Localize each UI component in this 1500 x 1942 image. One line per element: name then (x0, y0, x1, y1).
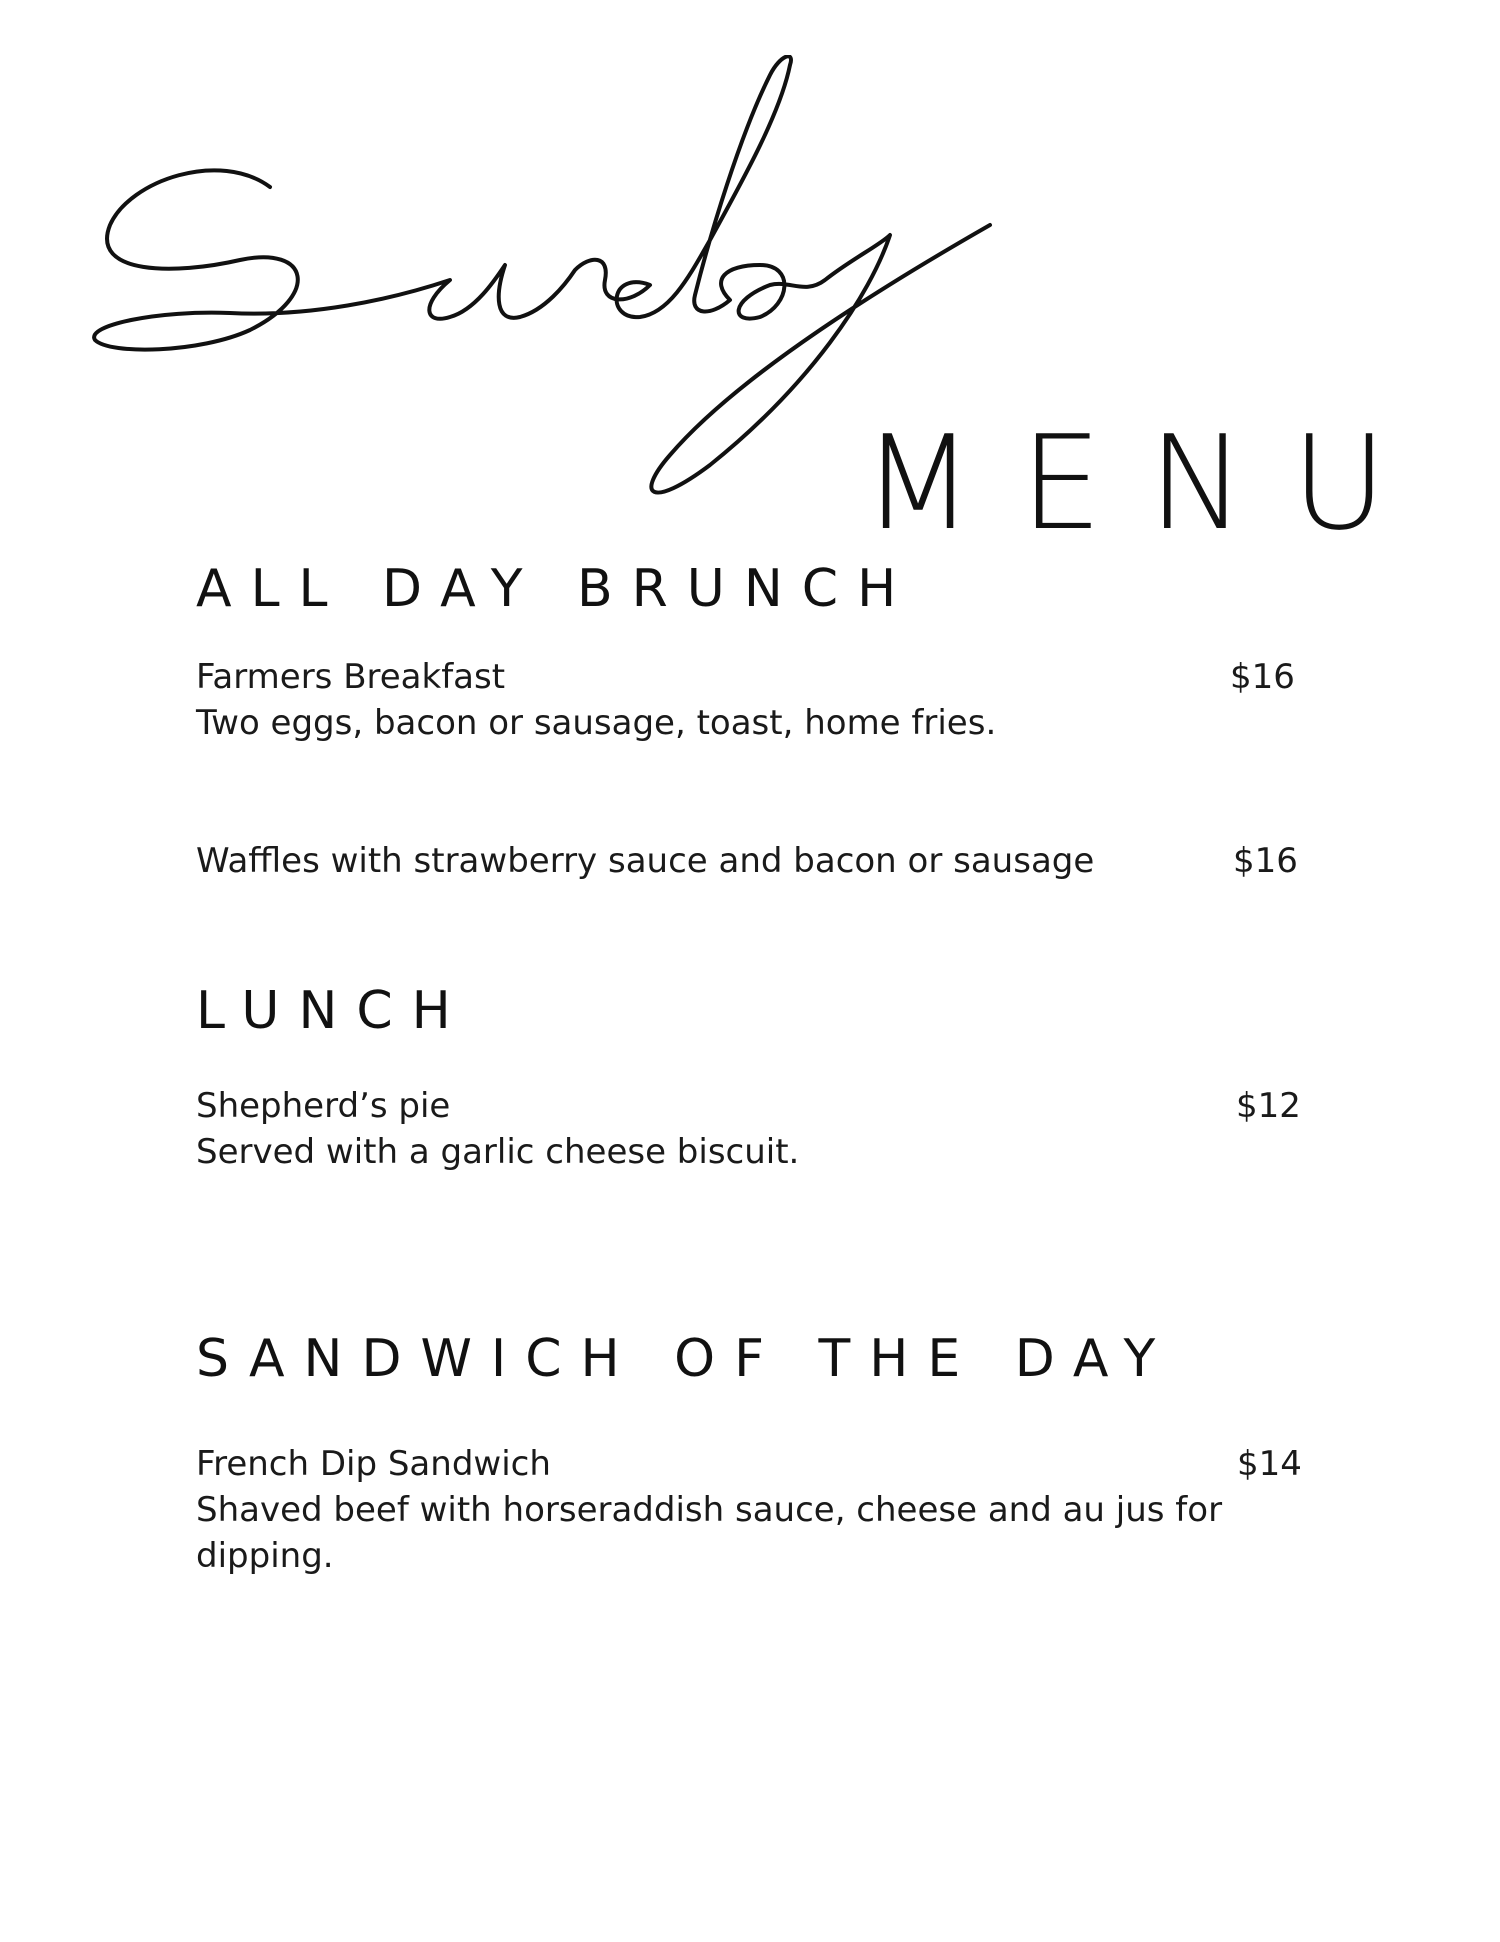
item-description-french-dip: Shaved beef with horseraddish sauce, cheese and au jus for dipping. (196, 1490, 1223, 1576)
item-price-shepherds-pie: $12 (1236, 1086, 1301, 1126)
menu-heading: MENU (862, 407, 1433, 559)
section-title-lunch: LUNCH (196, 981, 470, 1041)
item-description-shepherds-pie: Served with a garlic cheese biscuit. (196, 1132, 800, 1172)
item-price-farmers-breakfast: $16 (1230, 657, 1295, 697)
item-name-french-dip: French Dip Sandwich (196, 1444, 551, 1484)
item-name-shepherds-pie: Shepherd’s pie (196, 1086, 451, 1126)
item-name-farmers-breakfast: Farmers Breakfast (196, 657, 506, 697)
item-description-farmers-breakfast: Two eggs, bacon or sausage, toast, home fries. (196, 703, 997, 743)
section-title-sandwich-of-the-day: SANDWICH OF THE DAY (196, 1329, 1175, 1389)
item-price-waffles: $16 (1233, 841, 1298, 881)
item-name-waffles: Waffles with strawberry sauce and bacon or sausage (196, 841, 1095, 881)
item-price-french-dip: $14 (1237, 1444, 1302, 1484)
section-title-all-day-brunch: ALL DAY BRUNCH (196, 559, 916, 619)
